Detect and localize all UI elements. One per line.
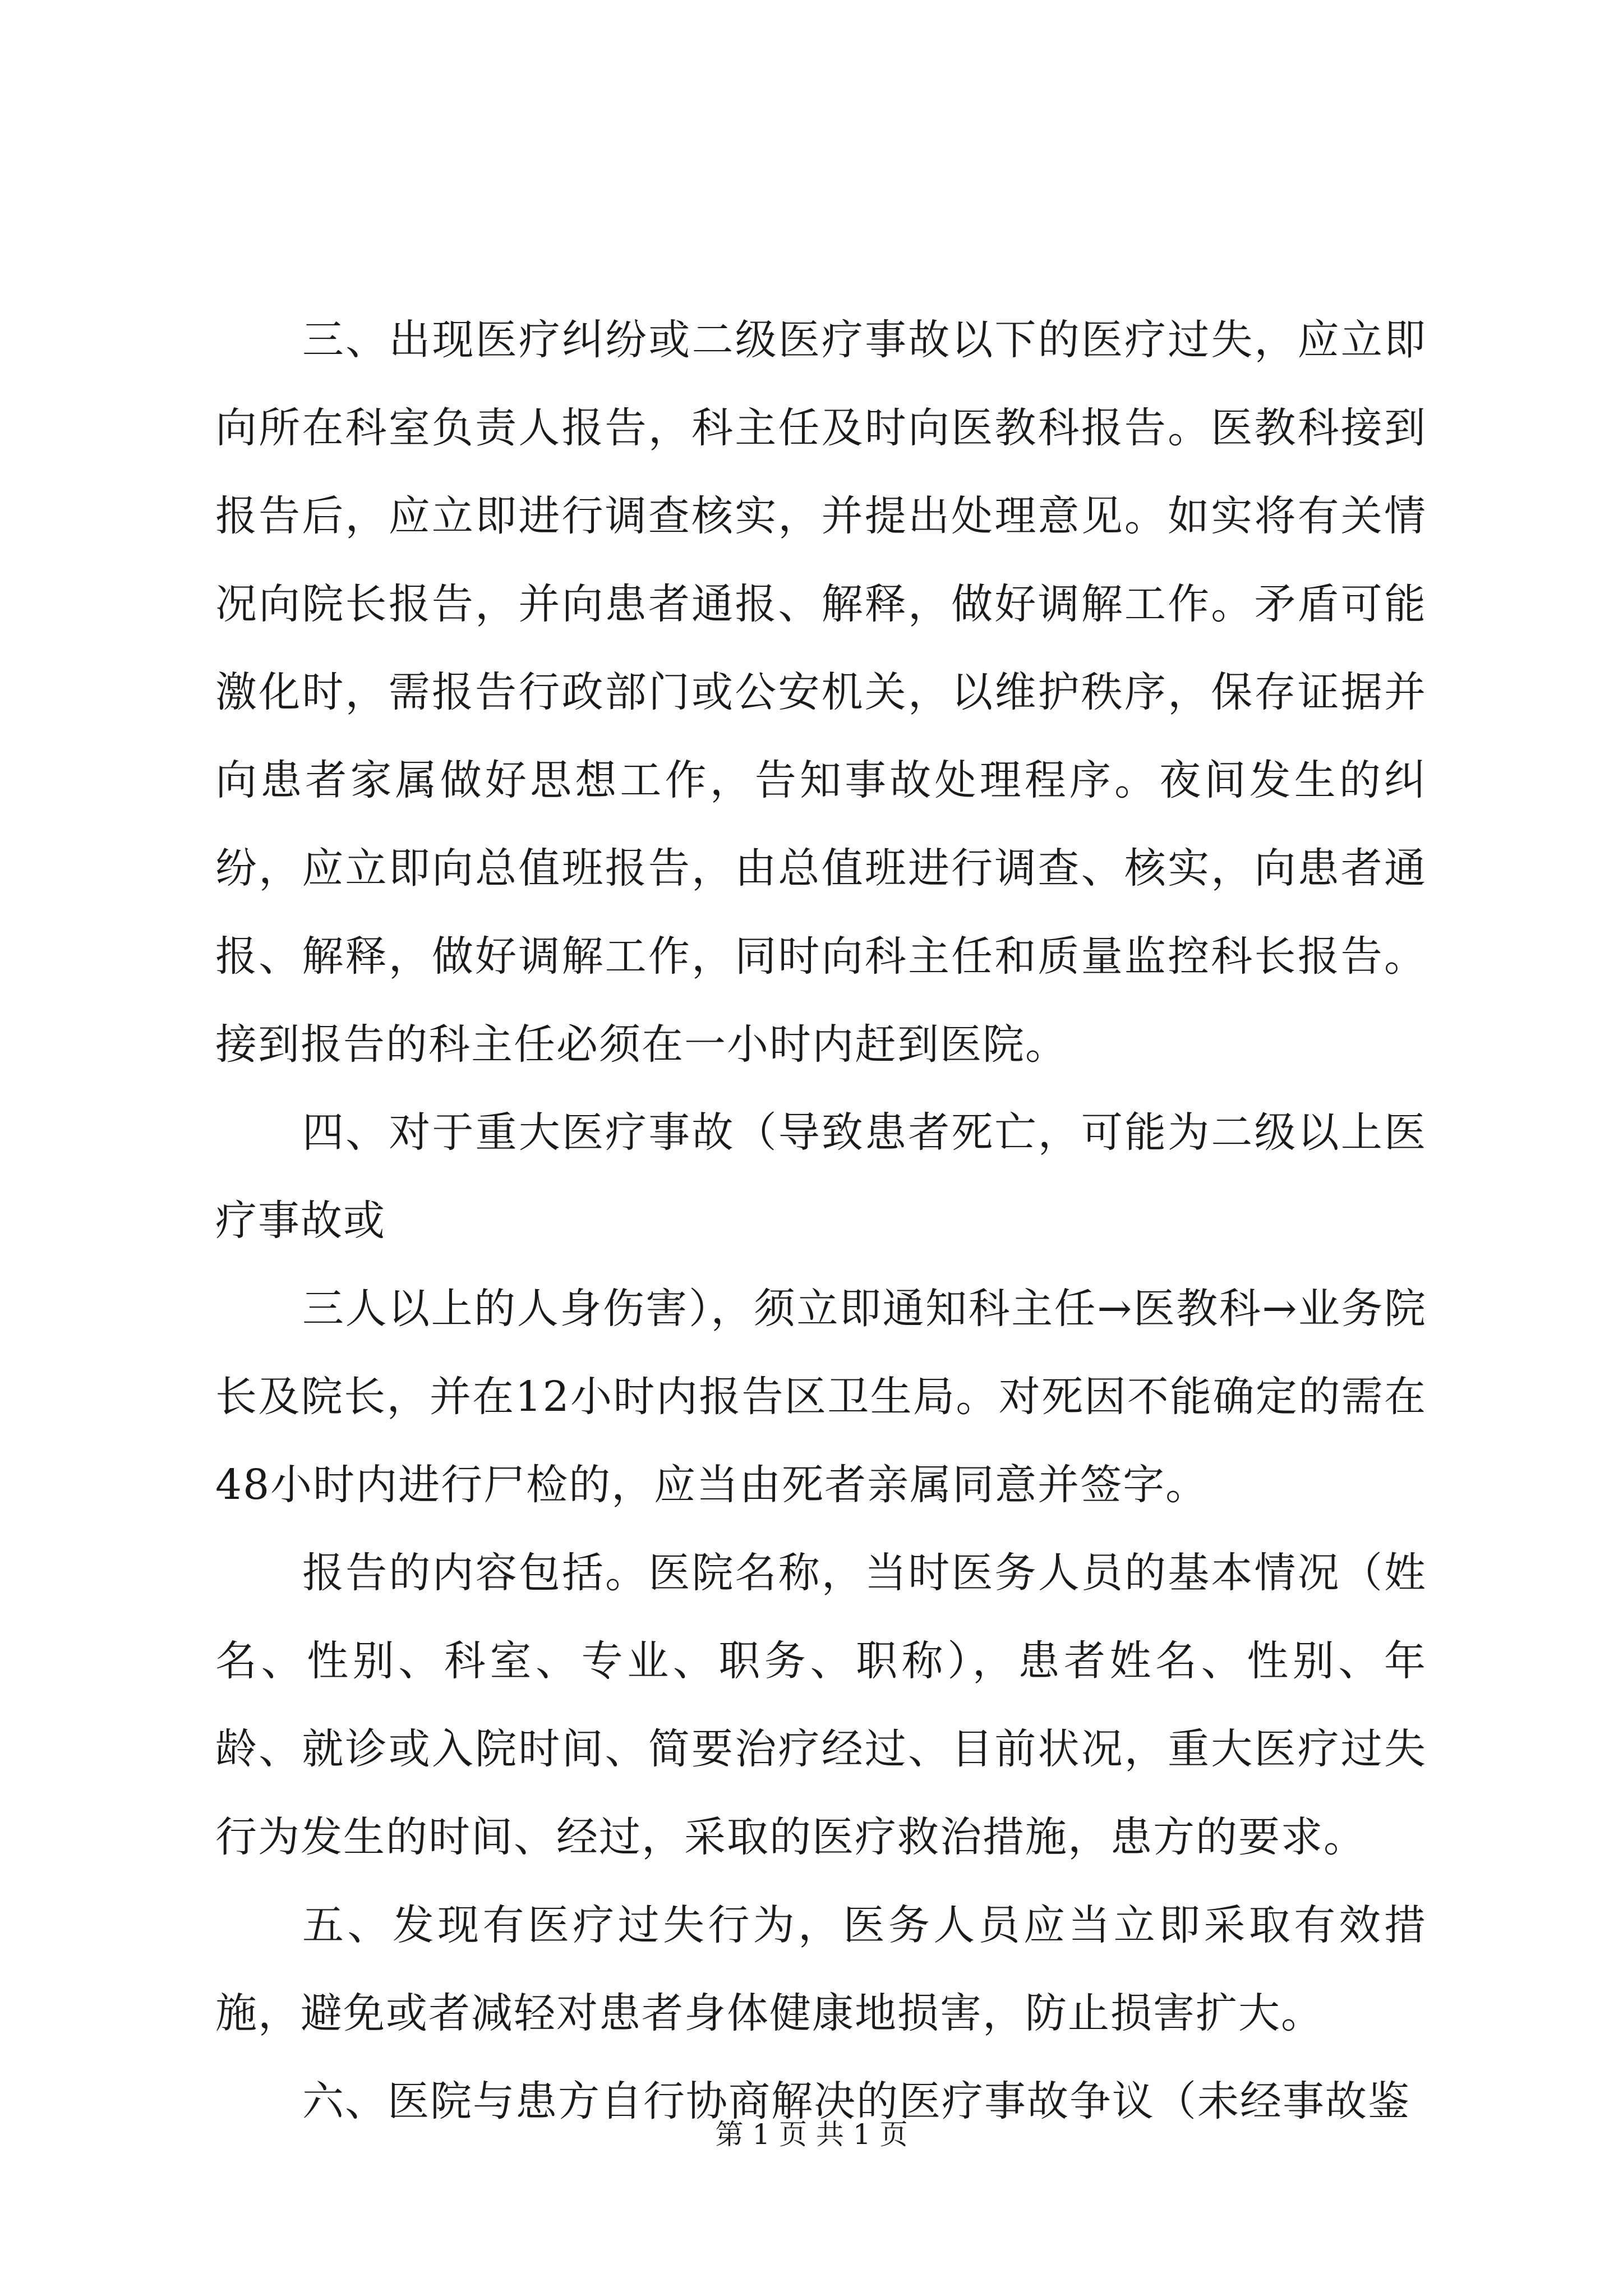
paragraph-6: 六、医院与患方自行协商解决的医疗事故争议（未经事故鉴 — [302, 2077, 1410, 2125]
paragraph-5: 五、发现有医疗过失行为，医务人员应当立即采取有效措施，避免或者减轻对患者身体健康地损害，防止损害扩大。 — [215, 1901, 1427, 2037]
paragraph-2: 四、对于重大医疗事故（导致患者死亡，可能为二级以上医疗事故或 — [215, 1108, 1427, 1245]
paragraph-1: 三、出现医疗纠纷或二级医疗事故以下的医疗过失，应立即向所在科室负责人报告，科主任及时向医教科报告。医教科接到报告后，应立即进行调查核实，并提出处理意见。如实将有关情况向院长报告，并向患者通报、解释，做好调解工作。矛盾可能激化时，需报告行政部门或公安机关，以维护秩序，保存证据并向患者家属做好思想工作，告知事故处理程序。夜间发生的纠纷，应立即向总值班报告，由总值班进行调查、核实，向患者通报、解释，做好调解工作，同时向科主任和质量监控科长报告。接到报告的科主任必须在一小时内赶到医院。 — [215, 316, 1427, 1069]
document-body — [215, 296, 1427, 2146]
paragraph-4: 报告的内容包括。医院名称，当时医务人员的基本情况（姓名、性别、科室、专业、职务、职称），患者姓名、性别、年龄、就诊或入院时间、简要治疗经过、目前状况，重大医疗过失行为发生的时间、经过，采取的医疗救治措施，患方的要求。 — [215, 1549, 1427, 1861]
page-number-footer: 第 1 页 共 1 页 — [715, 2118, 908, 2151]
paragraph-3: 三人以上的人身伤害），须立即通知科主任→医教科→业务院长及院长，并在12小时内报告区卫生局。对死因不能确定的需在48小时内进行尸检的，应当由死者亲属同意并签字。 — [215, 1285, 1427, 1509]
